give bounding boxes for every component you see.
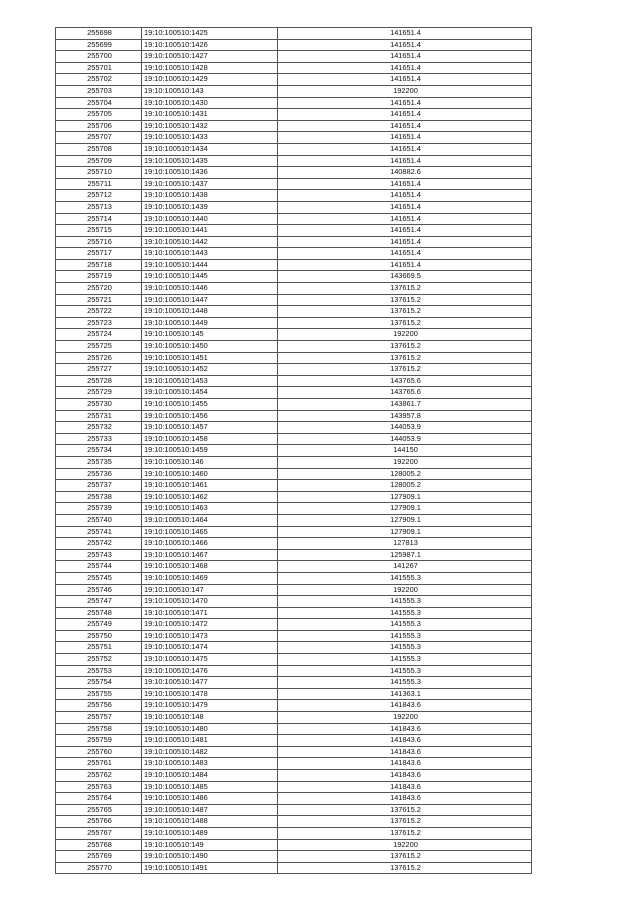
row-value-cell: 141651.4: [278, 190, 532, 202]
table-row: [56, 248, 532, 260]
row-id-cell: 255728: [56, 375, 142, 387]
row-value-cell: 137615.2: [278, 352, 532, 364]
table-row: [56, 468, 532, 480]
table-row: [56, 399, 532, 411]
row-id-cell: 255701: [56, 62, 142, 74]
row-value-cell: 141651.4: [278, 236, 532, 248]
row-id-cell: 255761: [56, 758, 142, 770]
row-value-cell: 141843.6: [278, 700, 532, 712]
row-id-cell: 255723: [56, 317, 142, 329]
row-id-cell: 255709: [56, 155, 142, 167]
row-id-cell: 255748: [56, 607, 142, 619]
row-id-cell: 255727: [56, 364, 142, 376]
table-row: [56, 341, 532, 353]
row-cadastral-number-cell: 19:10:100510:1467: [142, 549, 278, 561]
row-id-cell: 255762: [56, 770, 142, 782]
table-row: [56, 642, 532, 654]
row-cadastral-number-cell: 19:10:100510:1481: [142, 735, 278, 747]
row-id-cell: 255718: [56, 259, 142, 271]
table-row: [56, 387, 532, 399]
table-row: [56, 259, 532, 271]
row-value-cell: 137615.2: [278, 816, 532, 828]
table-row: [56, 688, 532, 700]
row-value-cell: 192200: [278, 456, 532, 468]
row-id-cell: 255742: [56, 538, 142, 550]
row-value-cell: 141651.4: [278, 62, 532, 74]
row-cadastral-number-cell: 19:10:100510:1447: [142, 294, 278, 306]
table-row: [56, 781, 532, 793]
row-value-cell: 141555.3: [278, 654, 532, 666]
row-cadastral-number-cell: 19:10:100510:149: [142, 839, 278, 851]
row-value-cell: 143957.8: [278, 410, 532, 422]
row-cadastral-number-cell: 19:10:100510:1472: [142, 619, 278, 631]
row-value-cell: 141651.4: [278, 97, 532, 109]
table-row: [56, 561, 532, 573]
row-id-cell: 255745: [56, 572, 142, 584]
row-id-cell: 255715: [56, 225, 142, 237]
row-id-cell: 255711: [56, 178, 142, 190]
row-id-cell: 255722: [56, 306, 142, 318]
row-value-cell: 127909.1: [278, 526, 532, 538]
row-value-cell: 137615.2: [278, 306, 532, 318]
row-id-cell: 255750: [56, 630, 142, 642]
table-row: [56, 584, 532, 596]
row-value-cell: 141651.4: [278, 28, 532, 40]
row-id-cell: 255725: [56, 341, 142, 353]
row-cadastral-number-cell: 19:10:100510:1477: [142, 677, 278, 689]
row-value-cell: 141651.4: [278, 155, 532, 167]
row-id-cell: 255717: [56, 248, 142, 260]
table-row: [56, 456, 532, 468]
row-cadastral-number-cell: 19:10:100510:1446: [142, 283, 278, 295]
row-cadastral-number-cell: 19:10:100510:1450: [142, 341, 278, 353]
row-cadastral-number-cell: 19:10:100510:1475: [142, 654, 278, 666]
table-row: [56, 329, 532, 341]
row-id-cell: 255703: [56, 85, 142, 97]
row-cadastral-number-cell: 19:10:100510:1465: [142, 526, 278, 538]
row-id-cell: 255763: [56, 781, 142, 793]
table-row: [56, 283, 532, 295]
table-row: [56, 85, 532, 97]
row-id-cell: 255716: [56, 236, 142, 248]
table-row: [56, 28, 532, 40]
row-value-cell: 143765.6: [278, 387, 532, 399]
row-id-cell: 255757: [56, 712, 142, 724]
table-row: [56, 352, 532, 364]
data-table: [55, 27, 532, 874]
row-id-cell: 255752: [56, 654, 142, 666]
row-id-cell: 255746: [56, 584, 142, 596]
table-row: [56, 596, 532, 608]
row-value-cell: 141843.6: [278, 735, 532, 747]
row-cadastral-number-cell: 19:10:100510:1469: [142, 572, 278, 584]
table-row: [56, 167, 532, 179]
table-row: [56, 143, 532, 155]
table-row: [56, 735, 532, 747]
row-cadastral-number-cell: 19:10:100510:1444: [142, 259, 278, 271]
row-cadastral-number-cell: 19:10:100510:1453: [142, 375, 278, 387]
table-row: [56, 677, 532, 689]
row-cadastral-number-cell: 19:10:100510:1449: [142, 317, 278, 329]
row-value-cell: 144150: [278, 445, 532, 457]
row-value-cell: 141843.6: [278, 781, 532, 793]
table-row: [56, 62, 532, 74]
row-id-cell: 255700: [56, 51, 142, 63]
row-value-cell: 141843.6: [278, 746, 532, 758]
row-value-cell: 141651.4: [278, 225, 532, 237]
row-id-cell: 255724: [56, 329, 142, 341]
row-id-cell: 255743: [56, 549, 142, 561]
table-row: [56, 746, 532, 758]
row-id-cell: 255759: [56, 735, 142, 747]
row-cadastral-number-cell: 19:10:100510:1433: [142, 132, 278, 144]
row-value-cell: 141843.6: [278, 770, 532, 782]
row-id-cell: 255710: [56, 167, 142, 179]
row-value-cell: 140882.6: [278, 167, 532, 179]
table-row: [56, 700, 532, 712]
table-row: [56, 804, 532, 816]
table-row: [56, 712, 532, 724]
row-cadastral-number-cell: 19:10:100510:1464: [142, 514, 278, 526]
row-value-cell: 137615.2: [278, 851, 532, 863]
row-value-cell: 137615.2: [278, 317, 532, 329]
row-value-cell: 141651.4: [278, 120, 532, 132]
table-row: [56, 213, 532, 225]
row-cadastral-number-cell: 19:10:100510:1432: [142, 120, 278, 132]
row-value-cell: 141843.6: [278, 758, 532, 770]
row-value-cell: 141555.3: [278, 607, 532, 619]
table-row: [56, 375, 532, 387]
row-cadastral-number-cell: 19:10:100510:1468: [142, 561, 278, 573]
table-row: [56, 74, 532, 86]
row-value-cell: 141651.4: [278, 51, 532, 63]
row-cadastral-number-cell: 19:10:100510:1486: [142, 793, 278, 805]
row-value-cell: 127909.1: [278, 514, 532, 526]
row-cadastral-number-cell: 19:10:100510:1462: [142, 491, 278, 503]
row-cadastral-number-cell: 19:10:100510:1459: [142, 445, 278, 457]
row-cadastral-number-cell: 19:10:100510:1485: [142, 781, 278, 793]
row-value-cell: 137615.2: [278, 294, 532, 306]
table-row: [56, 39, 532, 51]
row-id-cell: 255707: [56, 132, 142, 144]
row-id-cell: 255765: [56, 804, 142, 816]
row-cadastral-number-cell: 19:10:100510:1482: [142, 746, 278, 758]
row-value-cell: 127813: [278, 538, 532, 550]
table-row: [56, 480, 532, 492]
row-cadastral-number-cell: 19:10:100510:1434: [142, 143, 278, 155]
table-row: [56, 433, 532, 445]
table-row: [56, 120, 532, 132]
table-row: [56, 827, 532, 839]
row-id-cell: 255739: [56, 503, 142, 515]
row-id-cell: 255699: [56, 39, 142, 51]
table-row: [56, 445, 532, 457]
row-cadastral-number-cell: 19:10:100510:1470: [142, 596, 278, 608]
row-id-cell: 255754: [56, 677, 142, 689]
row-value-cell: 125987.1: [278, 549, 532, 561]
row-value-cell: 143669.5: [278, 271, 532, 283]
table-row: [56, 491, 532, 503]
row-id-cell: 255753: [56, 665, 142, 677]
row-cadastral-number-cell: 19:10:100510:1480: [142, 723, 278, 735]
row-value-cell: 137615.2: [278, 827, 532, 839]
table-row: [56, 503, 532, 515]
row-cadastral-number-cell: 19:10:100510:1478: [142, 688, 278, 700]
row-id-cell: 255734: [56, 445, 142, 457]
row-id-cell: 255705: [56, 109, 142, 121]
table-row: [56, 514, 532, 526]
table-row: [56, 97, 532, 109]
row-cadastral-number-cell: 19:10:100510:1437: [142, 178, 278, 190]
row-cadastral-number-cell: 19:10:100510:1466: [142, 538, 278, 550]
row-id-cell: 255731: [56, 410, 142, 422]
table-row: [56, 816, 532, 828]
table-row: [56, 538, 532, 550]
row-id-cell: 255713: [56, 201, 142, 213]
row-cadastral-number-cell: 19:10:100510:1442: [142, 236, 278, 248]
row-cadastral-number-cell: 19:10:100510:1438: [142, 190, 278, 202]
row-id-cell: 255737: [56, 480, 142, 492]
row-cadastral-number-cell: 19:10:100510:1473: [142, 630, 278, 642]
row-id-cell: 255733: [56, 433, 142, 445]
row-id-cell: 255769: [56, 851, 142, 863]
table-row: [56, 306, 532, 318]
row-value-cell: 141651.4: [278, 213, 532, 225]
row-cadastral-number-cell: 19:10:100510:1460: [142, 468, 278, 480]
row-value-cell: 137615.2: [278, 341, 532, 353]
row-id-cell: 255735: [56, 456, 142, 468]
row-cadastral-number-cell: 19:10:100510:1483: [142, 758, 278, 770]
row-cadastral-number-cell: 19:10:100510:148: [142, 712, 278, 724]
row-cadastral-number-cell: 19:10:100510:143: [142, 85, 278, 97]
row-value-cell: 192200: [278, 839, 532, 851]
row-cadastral-number-cell: 19:10:100510:1436: [142, 167, 278, 179]
row-cadastral-number-cell: 19:10:100510:1484: [142, 770, 278, 782]
row-cadastral-number-cell: 19:10:100510:1430: [142, 97, 278, 109]
row-id-cell: 255756: [56, 700, 142, 712]
row-id-cell: 255758: [56, 723, 142, 735]
table-row: [56, 572, 532, 584]
row-cadastral-number-cell: 19:10:100510:146: [142, 456, 278, 468]
row-value-cell: 127909.1: [278, 503, 532, 515]
table-row: [56, 422, 532, 434]
table-row: [56, 294, 532, 306]
row-id-cell: 255726: [56, 352, 142, 364]
row-id-cell: 255708: [56, 143, 142, 155]
row-value-cell: 143765.6: [278, 375, 532, 387]
table-row: [56, 155, 532, 167]
row-cadastral-number-cell: 19:10:100510:1479: [142, 700, 278, 712]
row-cadastral-number-cell: 19:10:100510:1435: [142, 155, 278, 167]
row-id-cell: 255767: [56, 827, 142, 839]
row-value-cell: 141555.3: [278, 596, 532, 608]
table-row: [56, 839, 532, 851]
row-cadastral-number-cell: 19:10:100510:1443: [142, 248, 278, 260]
row-cadastral-number-cell: 19:10:100510:1463: [142, 503, 278, 515]
row-cadastral-number-cell: 19:10:100510:1456: [142, 410, 278, 422]
row-cadastral-number-cell: 19:10:100510:1431: [142, 109, 278, 121]
table-row: [56, 619, 532, 631]
table-row: [56, 851, 532, 863]
row-id-cell: 255740: [56, 514, 142, 526]
row-cadastral-number-cell: 19:10:100510:1476: [142, 665, 278, 677]
row-cadastral-number-cell: 19:10:100510:1451: [142, 352, 278, 364]
row-value-cell: 144053.9: [278, 422, 532, 434]
row-id-cell: 255736: [56, 468, 142, 480]
row-id-cell: 255720: [56, 283, 142, 295]
row-value-cell: 141267: [278, 561, 532, 573]
row-id-cell: 255760: [56, 746, 142, 758]
row-cadastral-number-cell: 19:10:100510:1491: [142, 862, 278, 874]
row-value-cell: 141555.3: [278, 665, 532, 677]
row-value-cell: 192200: [278, 329, 532, 341]
row-value-cell: 141651.4: [278, 132, 532, 144]
row-value-cell: 127909.1: [278, 491, 532, 503]
row-cadastral-number-cell: 19:10:100510:1448: [142, 306, 278, 318]
row-cadastral-number-cell: 19:10:100510:1455: [142, 399, 278, 411]
row-value-cell: 128005.2: [278, 480, 532, 492]
row-cadastral-number-cell: 19:10:100510:1490: [142, 851, 278, 863]
table-row: [56, 793, 532, 805]
row-id-cell: 255768: [56, 839, 142, 851]
table-row: [56, 190, 532, 202]
row-value-cell: 137615.2: [278, 862, 532, 874]
row-cadastral-number-cell: 19:10:100510:1425: [142, 28, 278, 40]
row-value-cell: 137615.2: [278, 364, 532, 376]
row-value-cell: 144053.9: [278, 433, 532, 445]
row-id-cell: 255698: [56, 28, 142, 40]
row-cadastral-number-cell: 19:10:100510:1471: [142, 607, 278, 619]
row-id-cell: 255764: [56, 793, 142, 805]
row-cadastral-number-cell: 19:10:100510:1439: [142, 201, 278, 213]
row-id-cell: 255730: [56, 399, 142, 411]
row-value-cell: 137615.2: [278, 283, 532, 295]
table-row: [56, 723, 532, 735]
row-id-cell: 255732: [56, 422, 142, 434]
table-row: [56, 862, 532, 874]
row-value-cell: 192200: [278, 584, 532, 596]
table-row: [56, 770, 532, 782]
table-row: [56, 364, 532, 376]
row-value-cell: 141651.4: [278, 259, 532, 271]
row-cadastral-number-cell: 19:10:100510:1489: [142, 827, 278, 839]
row-cadastral-number-cell: 19:10:100510:1487: [142, 804, 278, 816]
table-row: [56, 236, 532, 248]
table-row: [56, 549, 532, 561]
table-row: [56, 630, 532, 642]
row-value-cell: 141555.3: [278, 677, 532, 689]
row-value-cell: 141555.3: [278, 572, 532, 584]
row-id-cell: 255729: [56, 387, 142, 399]
row-value-cell: 141651.4: [278, 248, 532, 260]
row-id-cell: 255714: [56, 213, 142, 225]
row-value-cell: 141651.4: [278, 109, 532, 121]
row-value-cell: 141651.4: [278, 39, 532, 51]
row-id-cell: 255766: [56, 816, 142, 828]
row-id-cell: 255706: [56, 120, 142, 132]
row-value-cell: 141843.6: [278, 723, 532, 735]
table-row: [56, 410, 532, 422]
table-row: [56, 665, 532, 677]
row-cadastral-number-cell: 19:10:100510:1457: [142, 422, 278, 434]
row-id-cell: 255747: [56, 596, 142, 608]
table-row: [56, 654, 532, 666]
row-cadastral-number-cell: 19:10:100510:1426: [142, 39, 278, 51]
row-value-cell: 141843.6: [278, 793, 532, 805]
row-value-cell: 141651.4: [278, 143, 532, 155]
table-row: [56, 317, 532, 329]
row-cadastral-number-cell: 19:10:100510:1445: [142, 271, 278, 283]
row-cadastral-number-cell: 19:10:100510:1474: [142, 642, 278, 654]
row-id-cell: 255749: [56, 619, 142, 631]
row-cadastral-number-cell: 19:10:100510:1429: [142, 74, 278, 86]
table-row: [56, 607, 532, 619]
table-row: [56, 51, 532, 63]
row-cadastral-number-cell: 19:10:100510:1440: [142, 213, 278, 225]
row-id-cell: 255744: [56, 561, 142, 573]
row-id-cell: 255702: [56, 74, 142, 86]
row-cadastral-number-cell: 19:10:100510:1427: [142, 51, 278, 63]
row-cadastral-number-cell: 19:10:100510:1488: [142, 816, 278, 828]
row-id-cell: 255719: [56, 271, 142, 283]
row-value-cell: 141651.4: [278, 74, 532, 86]
row-value-cell: 141555.3: [278, 630, 532, 642]
row-cadastral-number-cell: 19:10:100510:1452: [142, 364, 278, 376]
row-cadastral-number-cell: 19:10:100510:1461: [142, 480, 278, 492]
row-cadastral-number-cell: 19:10:100510:1441: [142, 225, 278, 237]
row-cadastral-number-cell: 19:10:100510:147: [142, 584, 278, 596]
row-value-cell: 192200: [278, 85, 532, 97]
row-id-cell: 255704: [56, 97, 142, 109]
row-cadastral-number-cell: 19:10:100510:1454: [142, 387, 278, 399]
row-value-cell: 192200: [278, 712, 532, 724]
row-cadastral-number-cell: 19:10:100510:1428: [142, 62, 278, 74]
table-row: [56, 178, 532, 190]
row-id-cell: 255741: [56, 526, 142, 538]
row-value-cell: 141555.3: [278, 642, 532, 654]
table-row: [56, 109, 532, 121]
row-value-cell: 141651.4: [278, 178, 532, 190]
row-value-cell: 128005.2: [278, 468, 532, 480]
row-value-cell: 141651.4: [278, 201, 532, 213]
table-row: [56, 758, 532, 770]
row-value-cell: 141555.3: [278, 619, 532, 631]
row-id-cell: 255738: [56, 491, 142, 503]
table-row: [56, 271, 532, 283]
table-row: [56, 201, 532, 213]
table-body: [56, 28, 532, 874]
row-id-cell: 255770: [56, 862, 142, 874]
row-id-cell: 255712: [56, 190, 142, 202]
row-value-cell: 141363.1: [278, 688, 532, 700]
row-id-cell: 255755: [56, 688, 142, 700]
row-id-cell: 255721: [56, 294, 142, 306]
row-id-cell: 255751: [56, 642, 142, 654]
row-value-cell: 143861.7: [278, 399, 532, 411]
table-row: [56, 225, 532, 237]
row-cadastral-number-cell: 19:10:100510:145: [142, 329, 278, 341]
row-cadastral-number-cell: 19:10:100510:1458: [142, 433, 278, 445]
table-row: [56, 526, 532, 538]
table-row: [56, 132, 532, 144]
row-value-cell: 137615.2: [278, 804, 532, 816]
